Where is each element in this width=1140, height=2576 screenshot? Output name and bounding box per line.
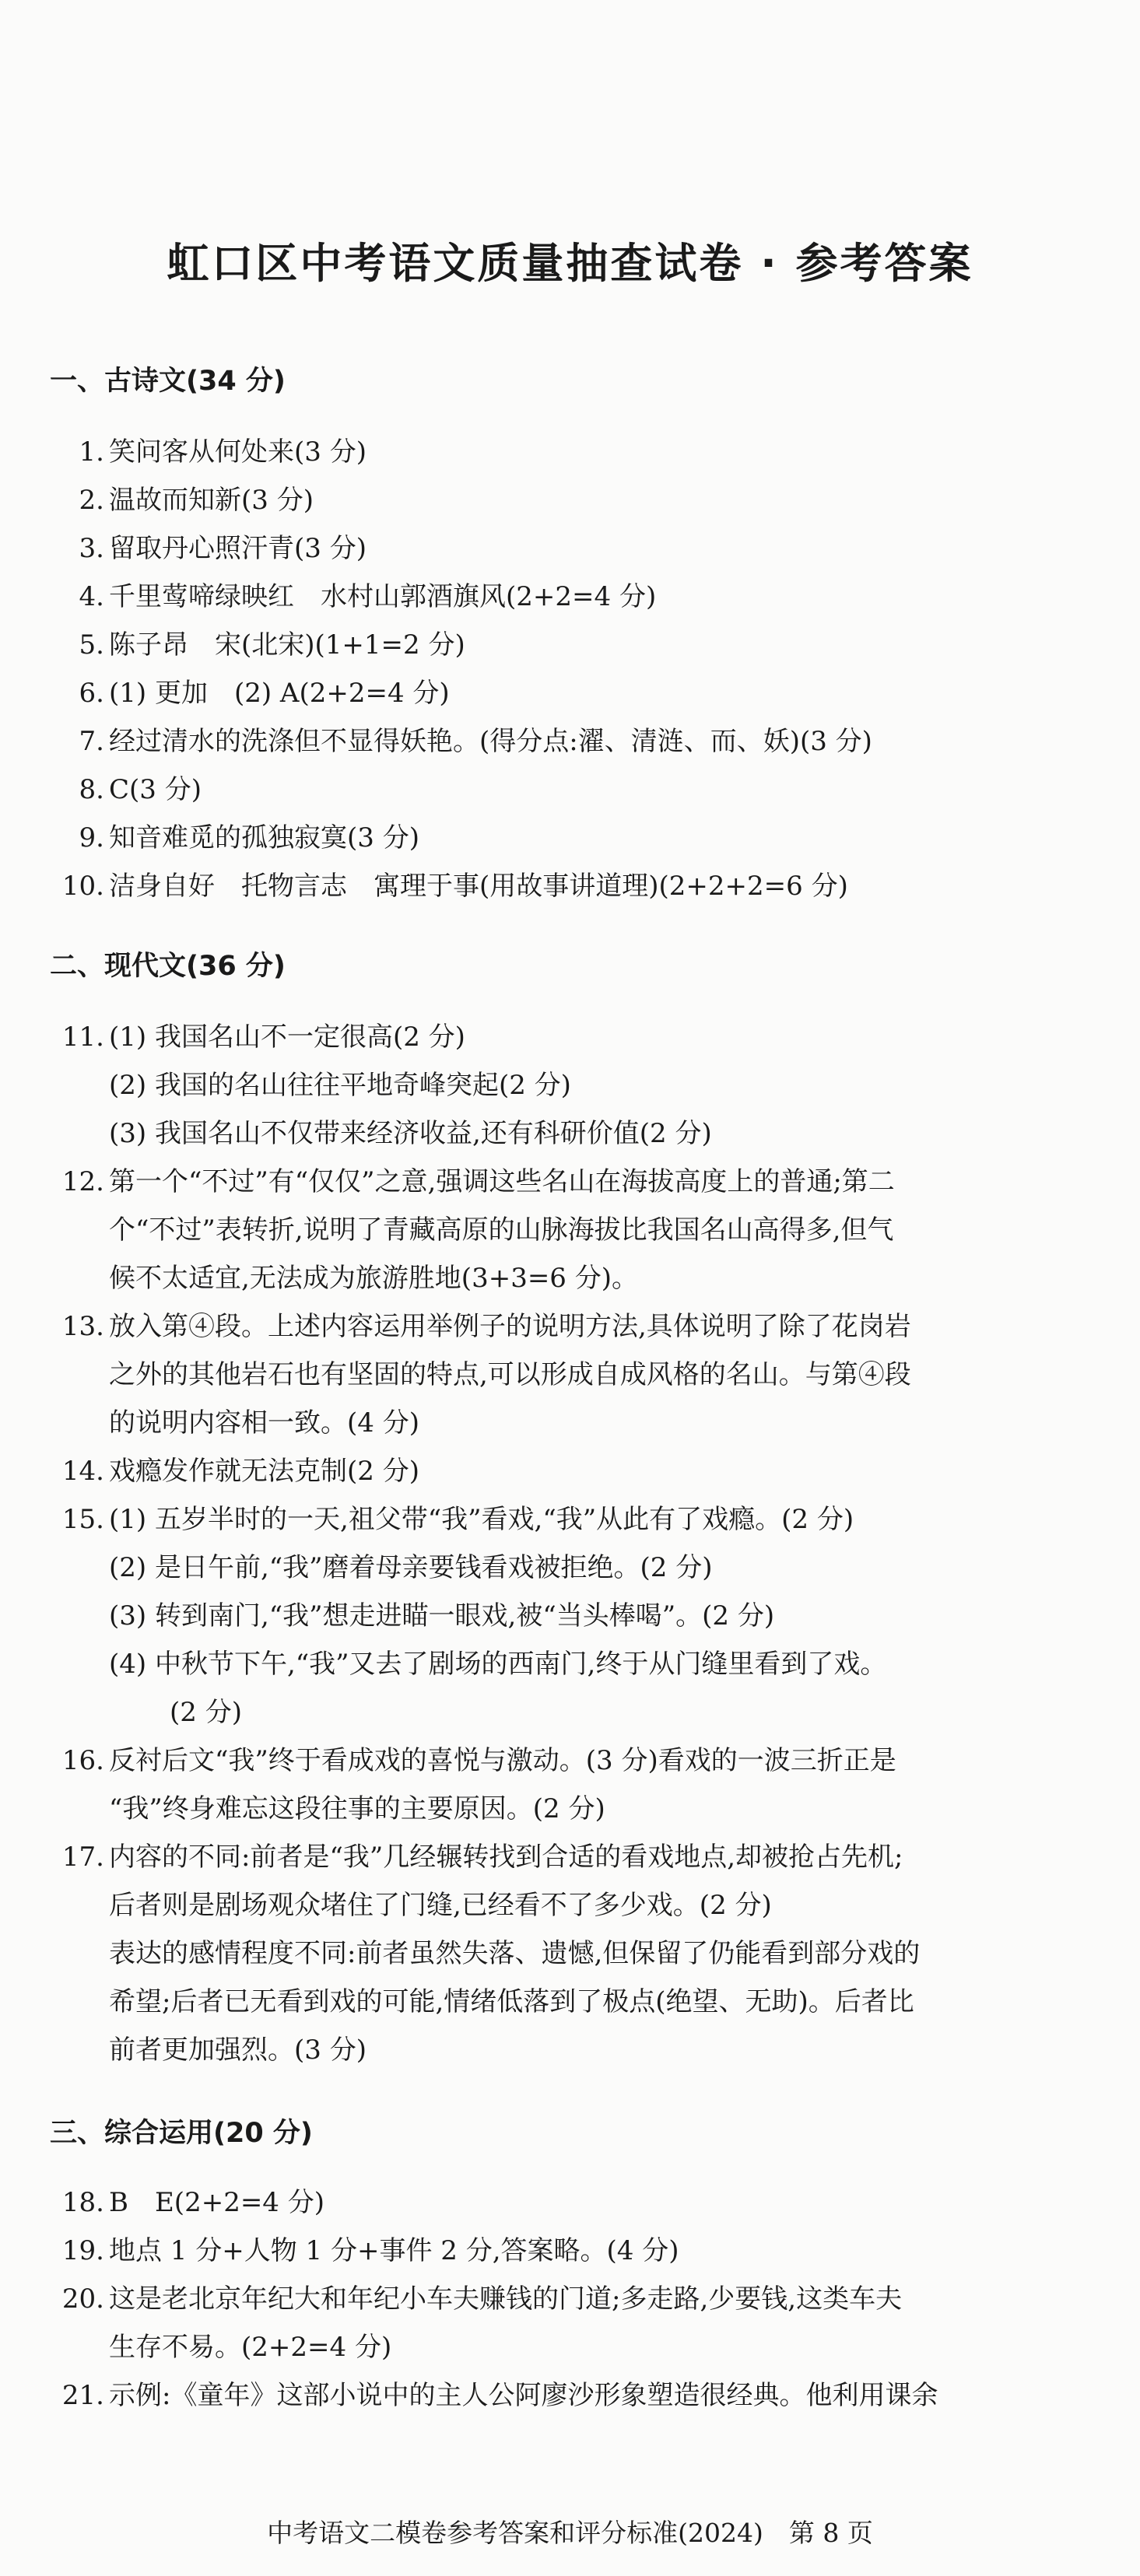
item-text: 经过清水的洗涤但不显得妖艳。(得分点:濯、清涟、而、妖)(3 分)	[109, 726, 872, 757]
item-text: 戏瘾发作就无法克制(2 分)	[109, 1456, 419, 1487]
answer-item	[50, 428, 1104, 476]
item-number: 8.	[79, 774, 104, 805]
item-text: (2 分)	[170, 1697, 242, 1728]
item-text: 第一个“不过”有“仅仅”之意,强调这些名山在海拔高度上的普通;第二	[109, 1166, 895, 1197]
answer-item	[50, 1737, 1104, 1785]
item-text: (2) 我国的名山往往平地奇峰突起(2 分)	[109, 1070, 571, 1101]
section-heading-poetry: 一、古诗文(34 分)	[50, 366, 286, 397]
item-number: 11.	[61, 1022, 104, 1053]
item-text: 之外的其他岩石也有坚固的特点,可以形成自成风格的名山。与第④段	[109, 1359, 911, 1390]
answer-item	[50, 862, 1104, 910]
item-text: 温故而知新(3 分)	[109, 485, 314, 516]
item-text: 示例:《童年》这部小说中的主人公阿廖沙形象塑造很经典。他利用课余	[109, 2380, 938, 2411]
item-text: 洁身自好 托物言志 寓理于事(用故事讲道理)(2+2+2=6 分)	[109, 871, 848, 902]
item-text: 后者则是剧场观众堵住了门缝,已经看不了多少戏。(2 分)	[109, 1890, 772, 1921]
item-number: 21.	[61, 2380, 104, 2411]
item-text: (3) 我国名山不仅带来经济收益,还有科研价值(2 分)	[109, 1118, 712, 1149]
page-footer: 中考语文二模卷参考答案和评分标准(2024) 第 8 页	[267, 2518, 873, 2548]
item-number: 19.	[61, 2235, 104, 2266]
answer-item	[50, 1495, 1104, 1544]
answer-item	[50, 476, 1104, 524]
section-heading-modern: 二、现代文(36 分)	[50, 951, 286, 982]
section-heading-composite: 三、综合运用(20 分)	[50, 2118, 313, 2149]
item-number: 1.	[79, 436, 104, 468]
item-number: 4.	[79, 581, 104, 612]
answer-item	[50, 621, 1104, 669]
item-text: 笑问客从何处来(3 分)	[109, 436, 367, 468]
item-text: 的说明内容相一致。(4 分)	[109, 1407, 419, 1439]
item-number: 10.	[61, 871, 104, 902]
item-text: C(3 分)	[109, 774, 202, 805]
item-number: 17.	[61, 1842, 104, 1873]
item-text: (2) 是日午前,“我”磨着母亲要钱看戏被拒绝。(2 分)	[109, 1552, 713, 1583]
answer-item	[50, 669, 1104, 717]
item-text: 候不太适宜,无法成为旅游胜地(3+3=6 分)。	[109, 1263, 639, 1294]
item-text: 这是老北京年纪大和年纪小车夫赚钱的门道;多走路,少要钱,这类车夫	[109, 2283, 903, 2315]
item-text: 千里莺啼绿映红 水村山郭酒旗风(2+2=4 分)	[109, 581, 657, 612]
page-title: 虹口区中考语文质量抽查试卷 · 参考答案	[167, 239, 973, 288]
answer-item	[50, 814, 1104, 862]
answer-item	[50, 2227, 1104, 2275]
answer-item	[50, 2275, 1104, 2323]
answer-item	[50, 1013, 1104, 1061]
item-number: 12.	[61, 1166, 104, 1197]
item-number: 2.	[79, 485, 104, 516]
answer-item	[50, 1447, 1104, 1495]
item-text: (1) 我国名山不一定很高(2 分)	[109, 1022, 465, 1053]
item-text: 个“不过”表转折,说明了青藏高原的山脉海拔比我国名山高得多,但气	[109, 1214, 894, 1246]
item-text: 留取丹心照汗青(3 分)	[109, 533, 367, 564]
item-number: 15.	[61, 1504, 104, 1535]
item-text: (1) 五岁半时的一天,祖父带“我”看戏,“我”从此有了戏瘾。(2 分)	[109, 1504, 854, 1535]
item-number: 3.	[79, 533, 104, 564]
item-text: 表达的感情程度不同:前者虽然失落、遗憾,但保留了仍能看到部分戏的	[109, 1938, 921, 1969]
item-text: 知音难觅的孤独寂寞(3 分)	[109, 822, 419, 853]
answer-item	[50, 524, 1104, 573]
answer-item	[50, 1302, 1104, 1351]
item-number: 5.	[79, 629, 104, 661]
answer-item	[50, 573, 1104, 621]
answer-item	[50, 717, 1104, 766]
answer-item	[50, 1158, 1104, 1206]
answer-item	[50, 766, 1104, 814]
item-text: 前者更加强烈。(3 分)	[109, 2035, 367, 2066]
item-number: 13.	[61, 1311, 104, 1342]
item-text: (3) 转到南门,“我”想走进瞄一眼戏,被“当头棒喝”。(2 分)	[109, 1600, 775, 1631]
item-text: B E(2+2=4 分)	[109, 2187, 325, 2218]
item-number: 9.	[79, 822, 104, 853]
item-text: 内容的不同:前者是“我”几经辗转找到合适的看戏地点,却被抢占先机;	[109, 1842, 903, 1873]
item-text: 地点 1 分+人物 1 分+事件 2 分,答案略。(4 分)	[109, 2235, 679, 2266]
item-text: 反衬后文“我”终于看成戏的喜悦与激动。(3 分)看戏的一波三折正是	[109, 1745, 896, 1776]
item-text: 生存不易。(2+2=4 分)	[109, 2332, 392, 2363]
item-number: 16.	[61, 1745, 104, 1776]
answer-item	[50, 2371, 1104, 2420]
item-text: 陈子昂 宋(北宋)(1+1=2 分)	[109, 629, 465, 661]
answer-item	[50, 2178, 1104, 2227]
item-text: 希望;后者已无看到戏的可能,情绪低落到了极点(绝望、无助)。后者比	[109, 1986, 914, 2017]
item-number: 7.	[79, 726, 104, 757]
item-text: 放入第④段。上述内容运用举例子的说明方法,具体说明了除了花岗岩	[109, 1311, 911, 1342]
item-number: 18.	[61, 2187, 104, 2218]
item-number: 6.	[79, 678, 104, 709]
item-text: “我”终身难忘这段往事的主要原因。(2 分)	[109, 1793, 605, 1824]
item-number: 14.	[61, 1456, 104, 1487]
answer-item	[50, 1833, 1104, 1881]
item-text: (1) 更加 (2) A(2+2=4 分)	[109, 678, 450, 709]
item-text: (4) 中秋节下午,“我”又去了剧场的西南门,终于从门缝里看到了戏。	[109, 1649, 887, 1680]
item-number: 20.	[61, 2283, 104, 2315]
